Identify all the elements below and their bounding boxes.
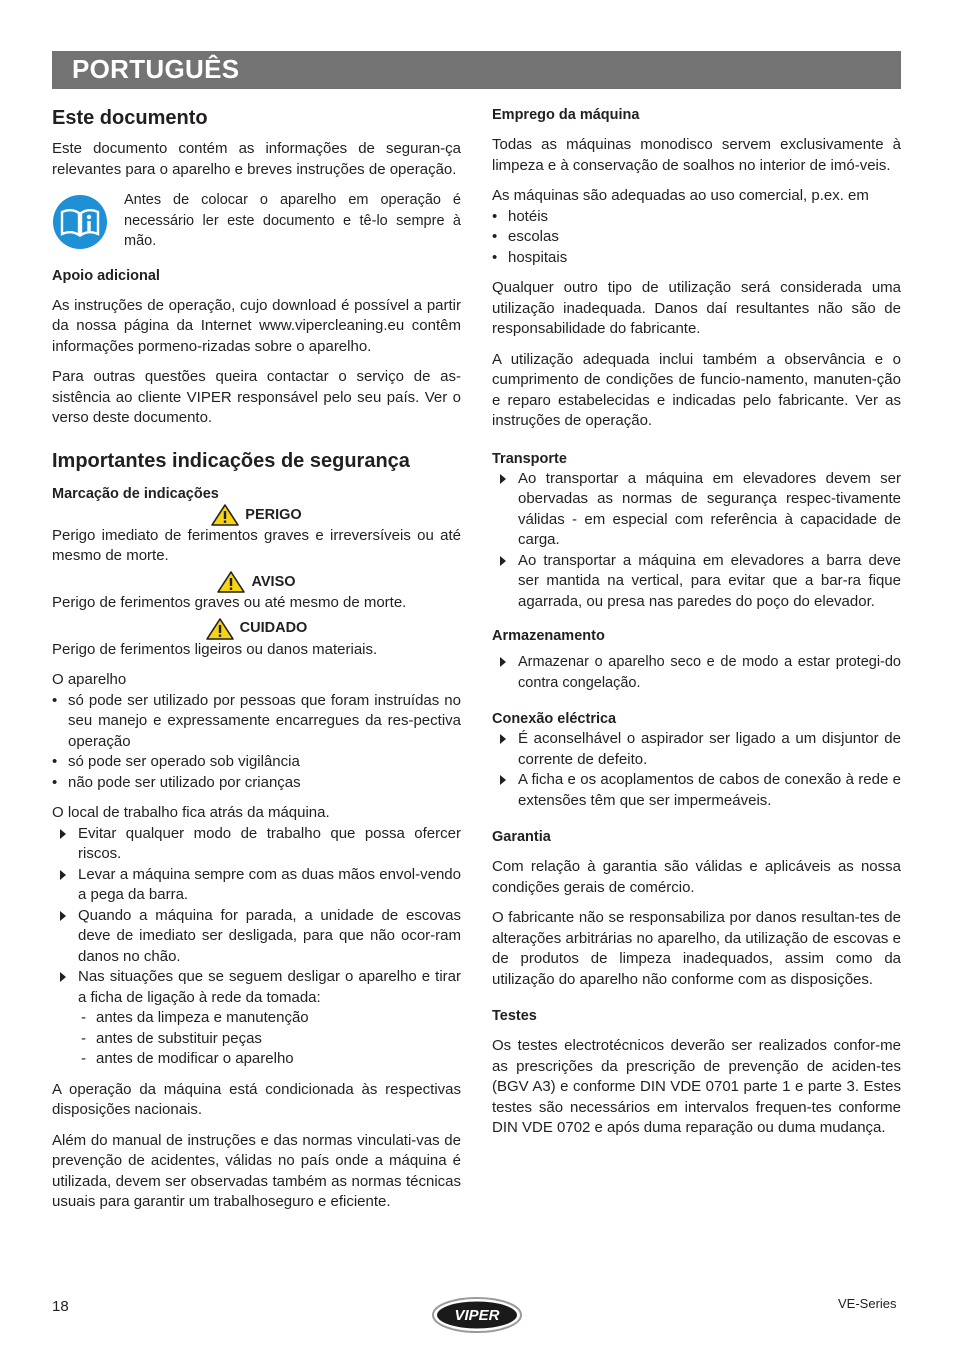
marking-title: Marcação de indicações [52, 485, 219, 502]
use-paragraph-4: A utilização adequada inclui também a observância e o cumprimento de condições de funcio-namento, manuten-ção e reparo estabelecidas e indicadas pelo fabricante. Ver as instruções de operação. [492, 350, 901, 429]
arrow-bullet-icon [60, 972, 66, 982]
tests-paragraph: Os testes electrotécnicos deverão ser realizados confor-me as prescrições da prescrição de prevenção de aciden-tes (BGV A3) e conforme DIN VDE 0701 parte 1 e parte 3. Estes testes são necessários em intervalos frequen-tes conforme DIN VDE 0702 e após duma reparação ou duma mudança. [492, 1037, 901, 1136]
list-item: • só pode ser operado sob vigilância [52, 752, 461, 773]
language-banner [52, 51, 901, 89]
arrow-bullet-icon [60, 829, 66, 839]
list-item: • hotéis [492, 207, 901, 228]
info-note-text: Antes de colocar o aparelho em operação é necessário ler este documento e tê-lo sempre à mão. [124, 192, 461, 249]
list-item: Ao transportar a máquina em elevadores a barra deve ser mantida na vertical, para evitar que a bar-ra fique agarrada, ou presa nas paredes do poço do elevador. [492, 551, 901, 613]
list-item: • escolas [492, 227, 901, 248]
support-title: Apoio adicional [52, 267, 160, 284]
use-paragraph-3: Qualquer outro tipo de utilização será considerada uma utilização inadequada. Danos daí resultantes não são de responsabilidade do fabricante. [492, 279, 901, 337]
arrow-bullet-icon [500, 657, 506, 667]
arrow-bullet-icon [500, 734, 506, 744]
arrow-bullet-icon [60, 870, 66, 880]
transport-title: Transporte [492, 450, 567, 467]
list-item: - antes de modificar o aparelho [52, 1049, 461, 1070]
list-item: • só pode ser utilizado por pessoas que foram instruídas no seu manejo e expressamente encarregues da res-pectiva operação [52, 691, 461, 753]
electric-title: Conexão eléctrica [492, 711, 617, 727]
warning-label: AVISO [251, 573, 296, 590]
left-column [52, 100, 461, 1213]
warning-text: Perigo de ferimentos graves ou até mesmo de morte. [52, 593, 407, 611]
workplace-intro: O local de trabalho fica atrás da máquina. [52, 804, 330, 822]
manual-info-icon [52, 194, 108, 250]
warranty-paragraph-2: O fabricante não se responsabiliza por danos resultan-tes de alterações arbitrárias no aparelho, da utilização de escovas e de produtos de limpeza inadequados, assim como da utilização do aparelho não conforme com as disposições. [492, 909, 901, 988]
closing-paragraph: Além do manual de instruções e das normas vinculati-vas de prevenção de acidentes, válidas no país onde a máquina é utilizada, devem ser observadas também as normas técnicas usuais para garantir um trabalhoseguro e eficiente. [52, 1131, 461, 1211]
tests-title: Testes [492, 1008, 537, 1024]
language-title: PORTUGUÊS [72, 54, 240, 84]
list-item: Armazenar o aparelho seco e de modo a estar protegi-do contra congelação. [492, 652, 901, 693]
list-item: - antes de substituir peças [52, 1029, 461, 1050]
list-item: Evitar qualquer modo de trabalho que possa ofercer riscos. [52, 824, 461, 865]
logo-text: VIPER [454, 1307, 500, 1324]
support-paragraph-2: Para outras questões queira contactar o serviço de as-sistência ao cliente VIPER responsável pelo seu país. Ver o verso deste documento. [52, 368, 461, 426]
warning-label: CUIDADO [239, 620, 308, 637]
warning-text: Perigo imediato de ferimentos graves e irreversíveis ou até mesmo de morte. [52, 526, 461, 565]
right-column [492, 105, 901, 1139]
storage-title: Armazenamento [492, 628, 605, 644]
warning-triangle-icon [217, 571, 245, 593]
viper-logo [431, 1295, 523, 1335]
arrow-bullet-icon [500, 775, 506, 785]
list-item: Nas situações que se seguem desligar o aparelho e tirar a ficha de ligação à rede da tomada: [52, 967, 461, 1008]
support-paragraph-1: As instruções de operação, cujo download é possível a partir da nossa página da Internet www.vipercleaning.eu contêm informações pormeno-rizadas sobre o aparelho. [52, 296, 461, 355]
arrow-bullet-icon [60, 911, 66, 921]
use-title: Emprego da máquina [492, 107, 640, 123]
warning-aviso [52, 571, 461, 614]
list-item: • hospitais [492, 248, 901, 269]
arrow-bullet-icon [500, 556, 506, 566]
warning-label: PERIGO [245, 506, 302, 523]
warning-perigo [52, 504, 461, 567]
warning-triangle-icon [211, 504, 239, 526]
warning-text: Perigo de ferimentos ligeiros ou danos materiais. [52, 640, 378, 658]
warning-cuidado [52, 617, 461, 660]
list-item: • não pode ser utilizado por crianças [52, 773, 461, 794]
device-intro: O aparelho [52, 671, 127, 689]
arrow-bullet-icon [500, 474, 506, 484]
doc-title: Este documento [52, 107, 208, 129]
list-item: É aconselhável o aspirador ser ligado a um disjuntor de corrente de defeito. [492, 729, 901, 770]
list-item: Levar a máquina sempre com as duas mãos envol-vendo a pega da barra. [52, 865, 461, 906]
list-item: Quando a máquina for parada, a unidade de escovas deve de imediato ser desligada, para que não ocor-ram danos no chão. [52, 906, 461, 968]
warranty-paragraph-1: Com relação à garantia são válidas e aplicáveis as nossa condições gerais de comércio. [492, 858, 901, 896]
series-label: VE-Series [838, 1296, 897, 1311]
warranty-title: Garantia [492, 829, 551, 845]
use-paragraph-1: Todas as máquinas monodisco servem exclusivamente à limpeza e à conservação de soalhos no interior de imó-veis. [492, 136, 901, 174]
list-item: A ficha e os acoplamentos de cabos de conexão à rede e extensões têm que ser impermeáveis. [492, 770, 901, 811]
list-item: Ao transportar a máquina em elevadores devem ser obervadas as normas de segurança respec-tivamente válidas - em especial com referência à capacidade de carga. [492, 469, 901, 551]
warning-triangle-icon [206, 618, 234, 640]
safety-title: Importantes indicações de segurança [52, 449, 410, 472]
doc-intro: Este documento contém as informações de seguran-ça relevantes para o aparelho e breves instruções de operação. [52, 140, 461, 178]
page-number: 18 [52, 1298, 69, 1315]
info-note-row [52, 190, 461, 252]
list-item: - antes da limpeza e manutenção [52, 1008, 461, 1029]
use-paragraph-2: As máquinas são adequadas ao uso comercial, p.ex. em [492, 187, 869, 204]
national-rules: A operação da máquina está condicionada às respectivas disposições nacionais. [52, 1080, 461, 1119]
